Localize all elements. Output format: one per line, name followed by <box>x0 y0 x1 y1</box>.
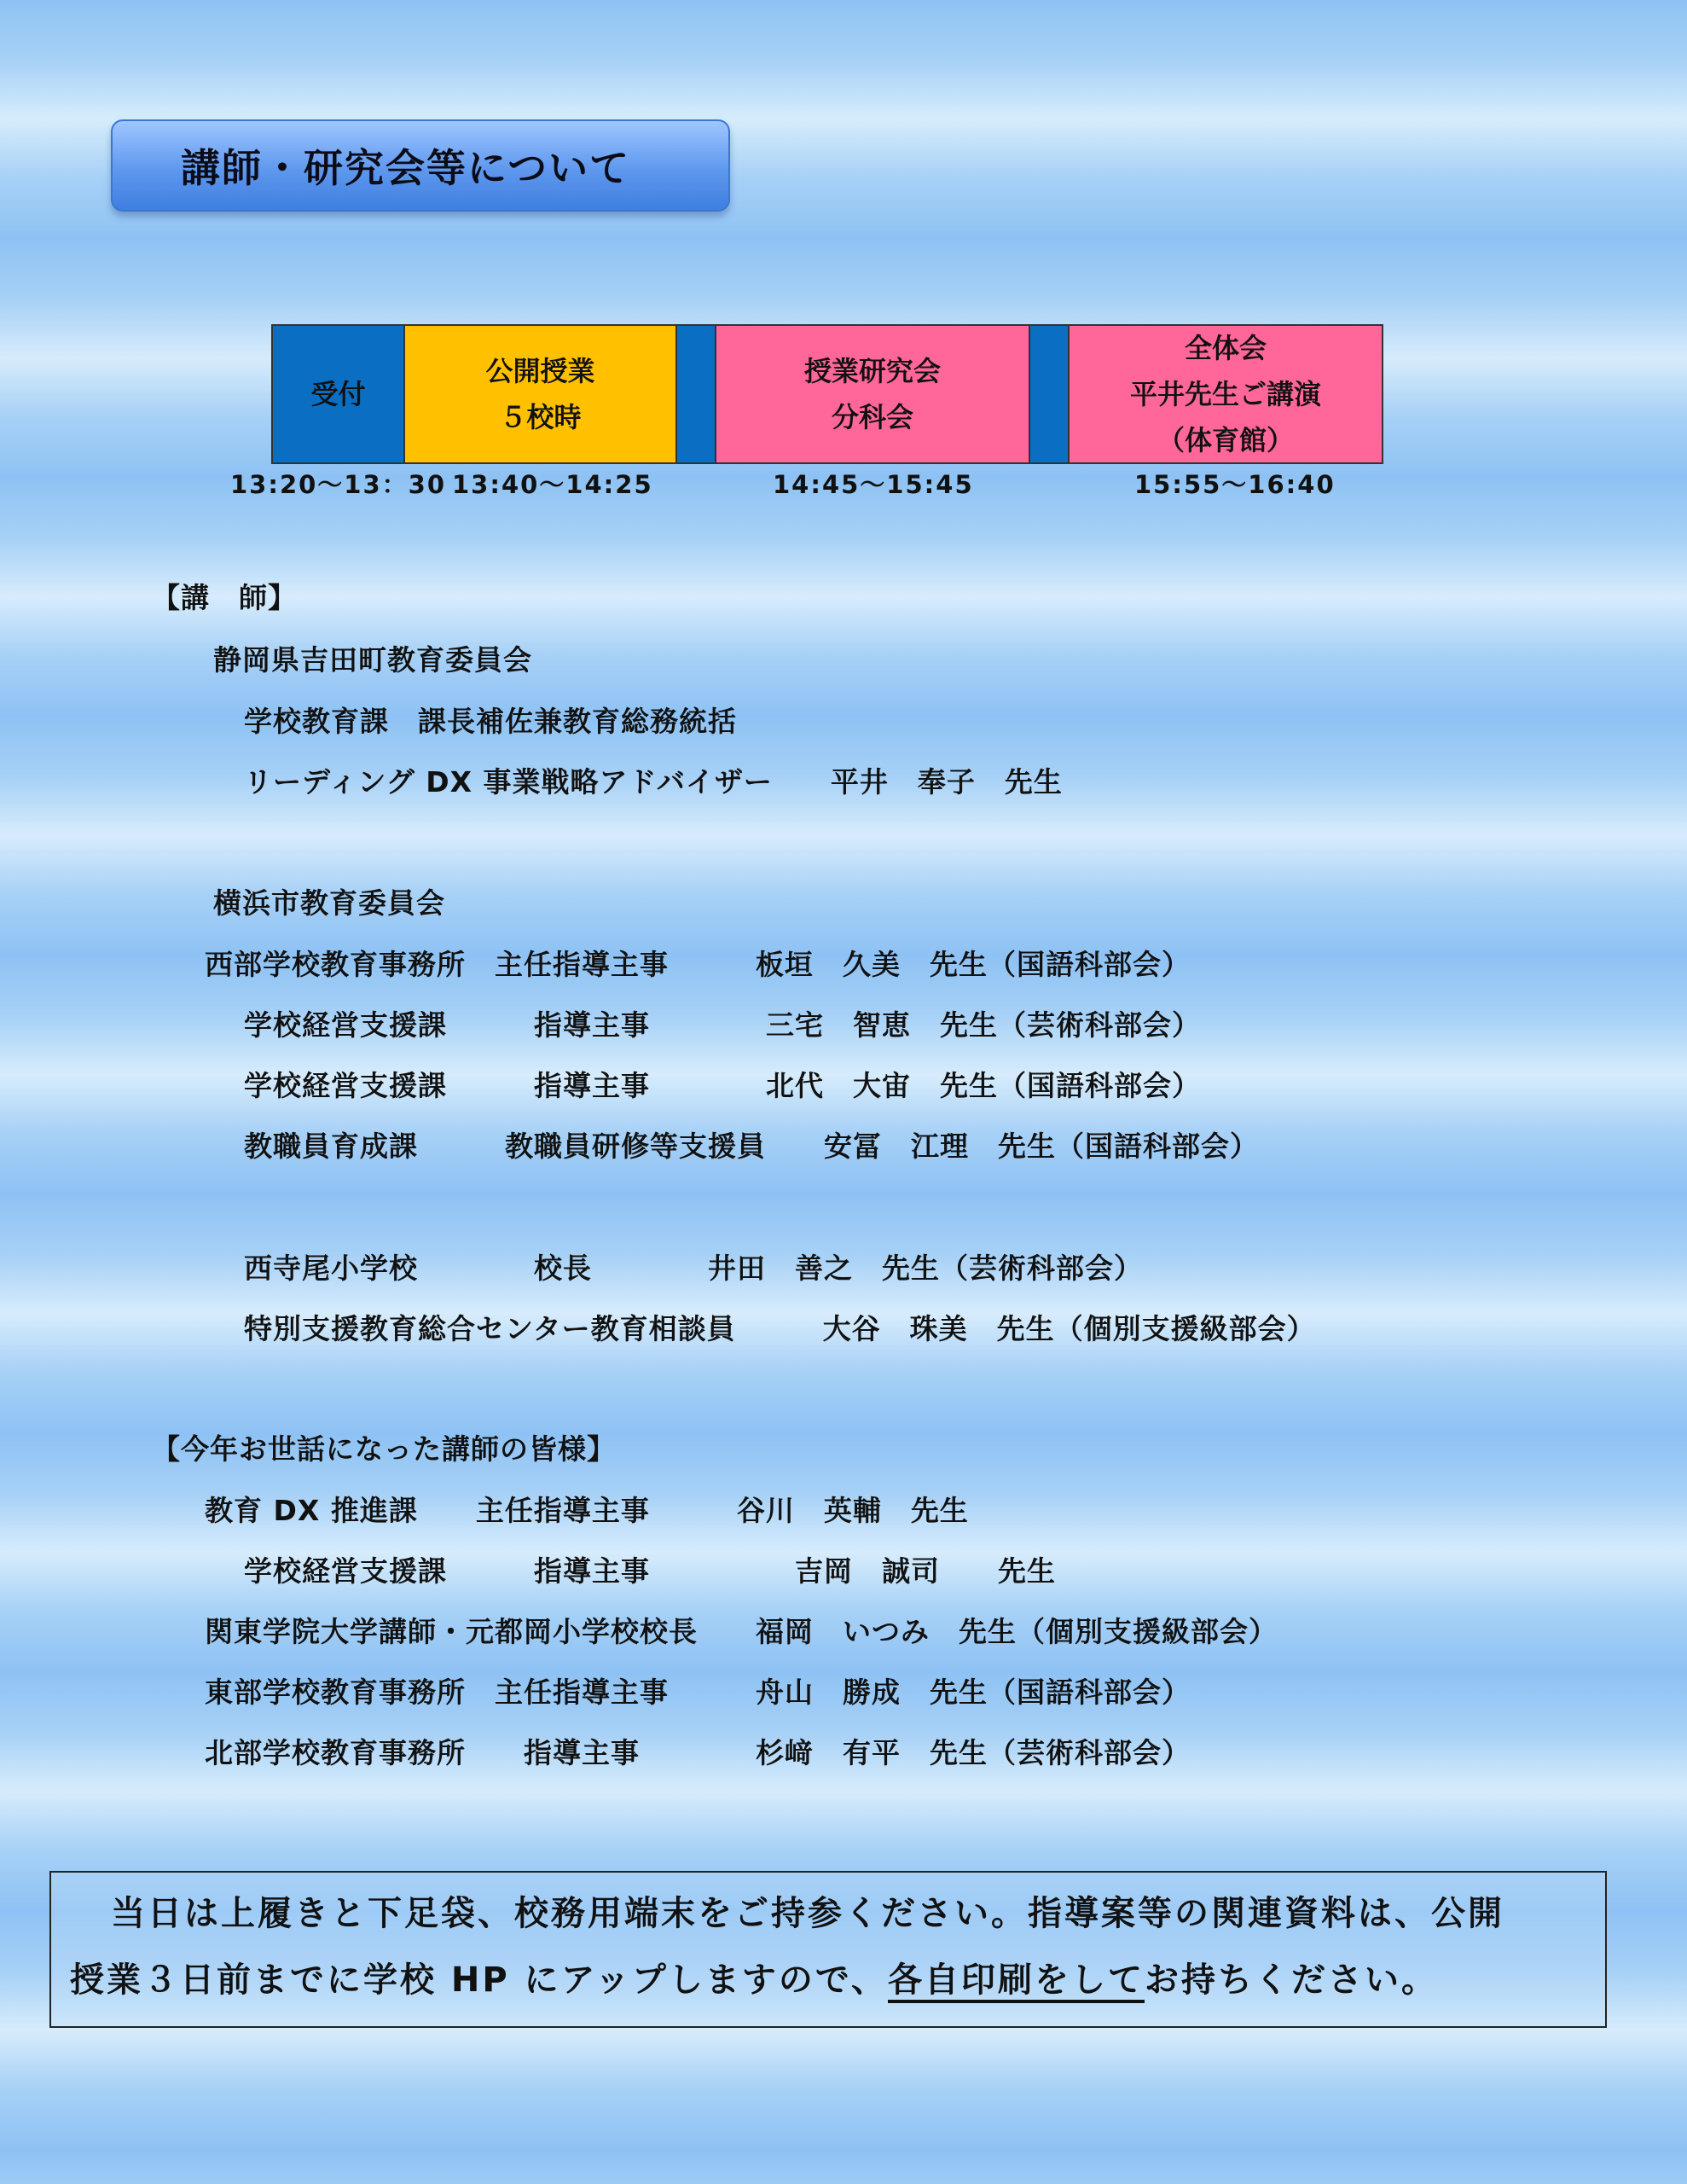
schedule-study-session-sub: 分科会 <box>831 401 913 433</box>
schedule-study-session-label: 授業研究会 <box>803 355 941 387</box>
schedule-general-meeting <box>1070 326 1382 462</box>
lecturer-line: 学校経営支援課 指導主事 北代 大宙 先生（国語科部会） <box>244 1069 1201 1102</box>
thanks-line: 北部学校教育事務所 指導主事 杉﨑 有平 先生（芸術科部会） <box>205 1736 1191 1769</box>
notice-line-2-end: お持ちください。 <box>1145 1960 1439 2000</box>
schedule-reception-label: 受付 <box>310 378 366 410</box>
notice-line-1: 当日は上履きと下足袋、校務用端末をご持参ください。指導案等の関連資料は、公開 <box>111 1894 1504 1933</box>
thanks-line: 東部学校教育事務所 主任指導主事 舟山 勝成 先生（国語科部会） <box>205 1676 1191 1709</box>
schedule-open-lesson-label: 公開授業 <box>485 355 595 387</box>
time-general-meeting: 15:55～16:40 <box>1134 470 1336 499</box>
notice-box <box>49 1871 1607 2028</box>
time-study-session: 14:45～15:45 <box>773 470 974 499</box>
lecturer-line: 西部学校教育事務所 主任指導主事 板垣 久美 先生（国語科部会） <box>205 948 1191 981</box>
schedule-open-lesson <box>405 326 677 462</box>
lecturer-line: リーディング DX 事業戦略アドバイザー 平井 奉子 先生 <box>244 765 1063 799</box>
lecturers-heading: 【講 師】 <box>152 581 297 614</box>
schedule-general-meeting-label: 全体会 <box>1184 332 1267 364</box>
lecturer-line: 横浜市教育委員会 <box>213 886 445 920</box>
thanks-line: 学校経営支援課 指導主事 吉岡 誠司 先生 <box>244 1554 1056 1588</box>
schedule-general-meeting-venue: （体育館） <box>1157 424 1294 456</box>
lecturer-line: 静岡県吉田町教育委員会 <box>213 643 532 677</box>
notice-line-2 <box>70 1953 1438 2001</box>
schedule-open-lesson-period: ５校時 <box>499 401 582 433</box>
time-reception: 13:20～13：30 <box>230 470 447 499</box>
lecturer-line: 学校経営支援課 指導主事 三宅 智恵 先生（芸術科部会） <box>244 1008 1201 1042</box>
section-title: 講師・研究会等について <box>181 145 631 191</box>
thanks-line: 教育 DX 推進課 主任指導主事 谷川 英輔 先生 <box>205 1494 969 1527</box>
lecturer-line: 学校教育課 課長補佐兼教育総務統括 <box>244 705 737 738</box>
lecturer-line: 教職員育成課 教職員研修等支援員 安冨 江理 先生（国語科部会） <box>244 1130 1259 1163</box>
thanks-line: 関東学院大学講師・元都岡小学校校長 福岡 いつみ 先生（個別支援級部会） <box>205 1615 1278 1648</box>
schedule-break-1 <box>677 326 716 462</box>
notice-emphasis: 各自印刷をして <box>888 1960 1145 2003</box>
schedule-general-meeting-lecture: 平井先生ご講演 <box>1129 378 1321 410</box>
time-open-lesson: 13:40～14:25 <box>452 470 653 499</box>
lecturer-line: 西寺尾小学校 校長 井田 善之 先生（芸術科部会） <box>244 1252 1143 1285</box>
schedule-reception <box>273 326 405 462</box>
schedule-break-2 <box>1030 326 1070 462</box>
schedule-bar <box>271 324 1383 464</box>
notice-line-2-start: 授業３日前までに学校 HP にアップしますので、 <box>70 1960 889 2000</box>
lecturer-line: 特別支援教育総合センター教育相談員 大谷 珠美 先生（個別支援級部会） <box>244 1312 1316 1345</box>
thanks-heading: 【今年お世話になった講師の皆様】 <box>152 1432 616 1466</box>
section-title-box <box>111 119 730 212</box>
schedule-study-session <box>716 326 1030 462</box>
